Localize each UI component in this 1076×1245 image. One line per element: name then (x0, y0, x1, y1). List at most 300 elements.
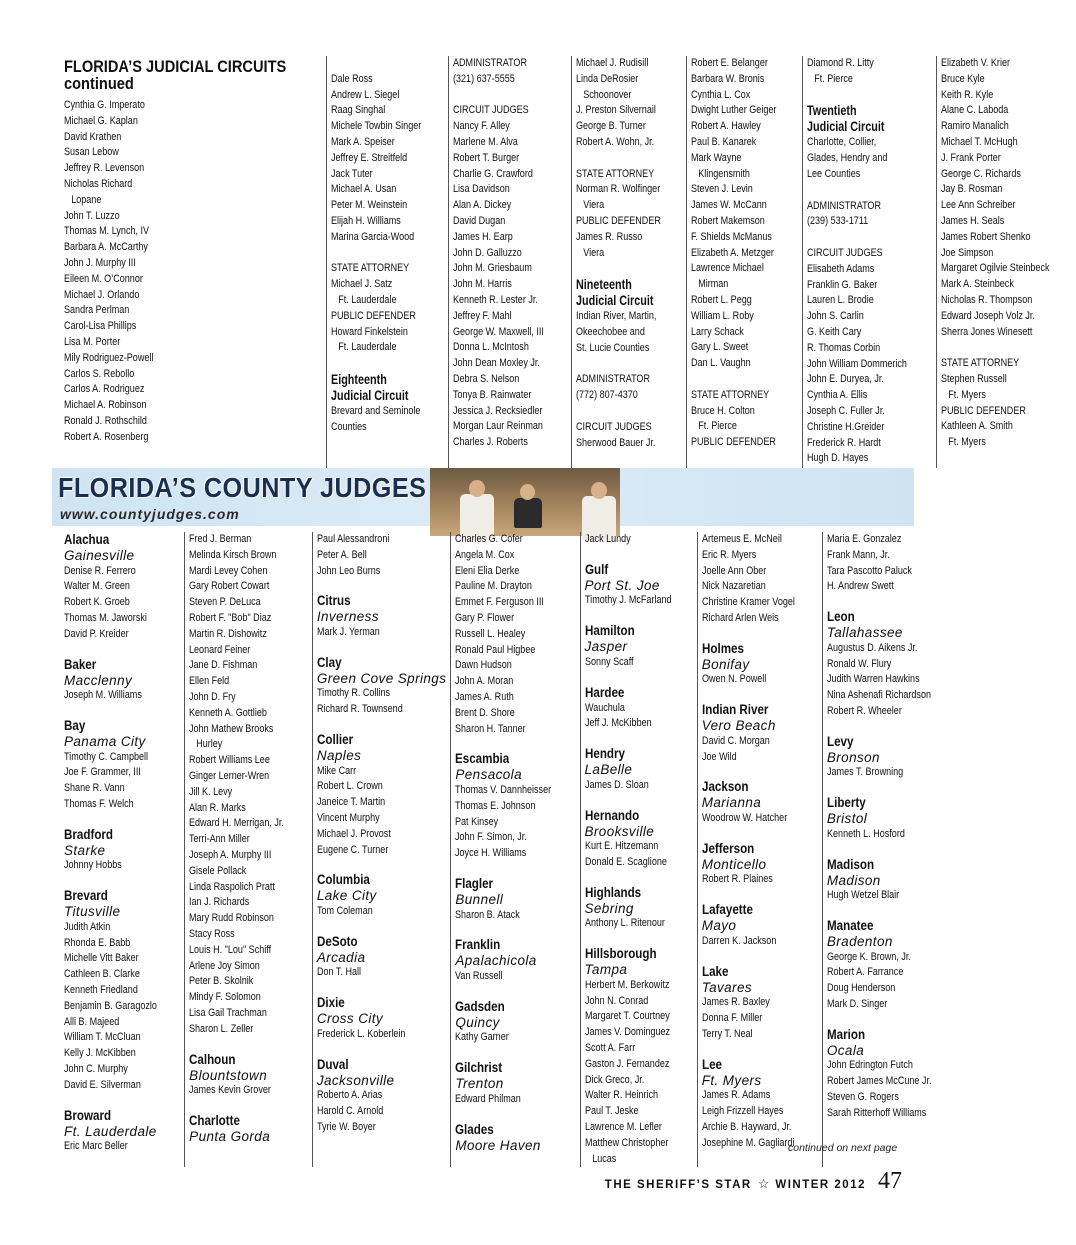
judge-name: John C. Murphy (64, 1062, 128, 1075)
judge-name: Robert Williams Lee (189, 754, 271, 767)
entry-line: James R. Russo (575, 230, 643, 243)
judge-name: Brent D. Shore (455, 706, 516, 719)
county-seat: Panama City (64, 733, 146, 749)
entry-line: John William Dommerich (806, 357, 907, 370)
judge-name: Judith Atkin (64, 920, 111, 933)
judge-name: Russell L. Healey (455, 627, 526, 640)
judge-name: Charles G. Cofer (455, 533, 524, 545)
entry-line: Jack Tuter (331, 167, 374, 180)
entry-line: Michael J. Satz (331, 278, 393, 291)
group-spacer (455, 862, 575, 876)
entry-line: Larry Schack (691, 325, 744, 338)
judge-name: Matthew Christopher (584, 1136, 668, 1149)
judge-name: James R. Adams (701, 1089, 770, 1102)
photo-head-right (591, 482, 607, 499)
photo-head-left (469, 480, 485, 497)
county-column-1 (60, 532, 180, 1167)
county-name: Indian River (701, 702, 769, 718)
entry-line: John E. Duryea, Jr. (806, 373, 884, 386)
judge-name-continued: Ft. Pierce (698, 420, 737, 433)
group-spacer (317, 641, 447, 655)
judge-name: Walter M. Green (64, 580, 130, 593)
section-label: STATE ATTORNEY (331, 262, 410, 275)
county-name: Lee (701, 1056, 722, 1072)
section-label: CIRCUIT JUDGES (575, 420, 652, 433)
entry-line: Glades, Hendry and (806, 152, 888, 165)
group-spacer (189, 1038, 308, 1052)
judge-name: Sharon L. Zeller (189, 1022, 254, 1035)
group-spacer (455, 1108, 575, 1122)
entry-line: John M. Harris (453, 278, 513, 291)
judge-name: Joelle Ann Ober (701, 564, 766, 577)
judge-name: Thomas F. Welch (64, 797, 134, 810)
entry-line: George W. Maxwell, III (453, 325, 545, 338)
judge-name: Don T. Hall (316, 966, 361, 979)
entry-line: Barbara A. McCarthy (64, 241, 148, 254)
county-name: Hillsborough (584, 946, 657, 962)
judge-name: Emmet F. Ferguson III (455, 596, 545, 609)
page-footer (605, 1168, 902, 1195)
judge-name: Stacy Ross (189, 927, 235, 940)
entry-line: Michael T. McHugh (940, 135, 1018, 148)
judge-name: Mary Rudd Robinson (189, 912, 275, 925)
judge-name: Paul Alessandroni (316, 533, 390, 545)
entry-line: Charlie G. Crawford (453, 167, 534, 180)
section-label: ADMINISTRATOR (453, 57, 528, 69)
judge-name: John A. Moran (455, 675, 514, 688)
judge-name: Dick Greco, Jr. (584, 1073, 644, 1086)
entry-line: Brevard and Seminole (331, 404, 421, 417)
entry-line: William L. Roby (691, 309, 754, 322)
circuit-heading: Eighteenth (331, 371, 388, 387)
group-spacer (702, 765, 818, 779)
entry-line: Elizabeth A. Metzger (691, 246, 774, 259)
entry-line: J. Preston Silvernail (575, 104, 656, 117)
courtroom-photo (430, 468, 620, 536)
judge-name: Robert K. Groeb (64, 596, 130, 609)
entry-line: Michael A. Robinson (64, 399, 147, 412)
judicial-column-6 (802, 56, 932, 468)
entry-line: (772) 807-4370 (575, 389, 638, 402)
county-name: Calhoun (189, 1051, 236, 1067)
section-label: PUBLIC DEFENDER (575, 214, 661, 227)
entry-line: Bruce Kyle (940, 72, 985, 85)
entry-line: James W. McCann (691, 199, 767, 212)
entry-line: Joseph C. Fuller Jr. (806, 404, 885, 417)
judge-name: Archie B. Hayward, Jr. (701, 1120, 792, 1133)
county-name: Madison (826, 856, 874, 872)
county-judges-title: FLORIDA’S COUNTY JUDGES (58, 472, 427, 503)
section-label: ADMINISTRATOR (575, 373, 650, 386)
county-seat: Bunnell (455, 891, 504, 907)
entry-line: Donna L. McIntosh (453, 341, 530, 354)
judge-name: Kathy Garner (455, 1031, 510, 1044)
county-name: Collier (316, 731, 353, 747)
judge-name: Sharon H. Tanner (455, 722, 527, 735)
entry-line: Nancy F. Alley (453, 120, 511, 133)
group-spacer (455, 985, 575, 999)
entry-line: Robert T. Burger (453, 151, 520, 164)
judge-name: Judith Warren Hawkins (826, 673, 920, 686)
county-seat: Gainesville (64, 548, 135, 563)
judge-name: James T. Browning (826, 766, 904, 779)
spacer (807, 230, 907, 246)
judge-name-continued: Viera (583, 199, 605, 212)
spacer (807, 88, 907, 104)
judge-name: George K. Brown, Jr. (826, 950, 911, 963)
entry-line: David Dugan (453, 214, 506, 227)
county-name: Gadsden (455, 998, 506, 1014)
judge-name: Jeff J. McKibben (584, 717, 652, 730)
group-spacer (585, 548, 693, 562)
county-name: Escambia (455, 751, 510, 767)
entry-line: (321) 637-5555 (453, 72, 516, 85)
judge-name: Kelly J. McKibben (64, 1047, 136, 1060)
county-name: Citrus (316, 593, 351, 609)
judge-name: Michelle Vitt Baker (64, 952, 139, 965)
county-name: Holmes (701, 640, 744, 656)
group-spacer (702, 688, 818, 702)
judge-name: Joe Wild (701, 750, 737, 763)
judge-name: Fred J. Berman (189, 533, 252, 545)
issue-season: WINTER 2012 (775, 1179, 866, 1191)
judge-name-continued: Lucas (591, 1152, 616, 1165)
group-spacer (827, 1013, 958, 1027)
group-spacer (64, 813, 180, 827)
county-name: Hamilton (584, 623, 635, 639)
judge-name: Frank Mann, Jr. (826, 548, 890, 561)
judge-name: David C. Morgan (701, 734, 770, 747)
entry-line: Marlene M. Alva (453, 135, 519, 148)
judge-name: Cathleen B. Clarke (64, 968, 140, 981)
judge-name: Peter B. Skolnik (189, 975, 254, 988)
entry-line: Charlotte, Collier, (806, 136, 877, 149)
entry-line: John D. Galluzzo (453, 246, 523, 259)
judge-name: Steven P. DeLuca (189, 596, 261, 609)
judge-name: Jane D. Fishman (189, 659, 258, 672)
spacer (691, 372, 776, 388)
judge-name: Roberto A. Arias (316, 1089, 383, 1102)
entry-line: Elijah H. Williams (331, 214, 402, 227)
judge-name: Leonard Feiner (189, 643, 251, 656)
county-seat: Monticello (701, 856, 767, 872)
judge-name-continued: Mirman (698, 278, 729, 291)
judge-name: Shane R. Vann (64, 782, 125, 795)
entry-line: Margaret Ogilvie Steinbeck (940, 262, 1050, 275)
county-name: Columbia (316, 872, 370, 888)
entry-line: R. Thomas Corbin (806, 341, 880, 354)
judge-name: Joyce H. Williams (455, 847, 527, 860)
county-seat: Jasper (584, 639, 628, 655)
group-spacer (702, 1043, 818, 1057)
judge-name: Hugh Wetzel Blair (826, 889, 900, 902)
judge-name: James Kevin Grover (189, 1084, 272, 1097)
group-spacer (317, 920, 447, 934)
county-name: Lake (701, 963, 729, 979)
group-spacer (585, 732, 693, 746)
judge-name: Darren K. Jackson (701, 934, 777, 947)
county-seat: Marianna (701, 795, 762, 811)
judge-name: H. Andrew Swett (826, 580, 894, 593)
county-column-7 (822, 532, 958, 1167)
judge-name: Gary P. Flower (455, 611, 515, 624)
judge-name: Pat Kinsey (455, 815, 499, 828)
entry-line: Jessica J. Recksiedler (453, 404, 543, 417)
entry-line: Robert E. Belanger (691, 57, 768, 69)
entry-line: Franklin G. Baker (806, 278, 878, 291)
judge-name: Thomas V. Dannheisser (455, 783, 552, 796)
spacer (331, 56, 421, 72)
entry-line: David Krathen (64, 130, 122, 143)
entry-line: (239) 533-1711 (806, 215, 868, 228)
county-name: Lafayette (701, 902, 753, 918)
group-spacer (827, 595, 958, 609)
publication-name: THE SHERIFF’S STAR (604, 1179, 752, 1191)
group-spacer (585, 932, 693, 946)
judge-name: Ginger Lerner-Wren (189, 769, 270, 782)
group-spacer (702, 950, 818, 964)
judge-name: Herbert M. Berkowitz (584, 978, 669, 991)
judge-name: James A. Ruth (455, 690, 515, 703)
entry-line: Mily Rodriguez-Powell (64, 351, 154, 364)
entry-line: John T. Luzzo (64, 209, 120, 222)
group-spacer (64, 643, 180, 657)
judge-name: Paul T. Jeske (584, 1105, 639, 1118)
spacer (453, 88, 544, 104)
judge-name: Sharon B. Atack (455, 908, 521, 921)
judge-name: Robert James McCune Jr. (826, 1075, 932, 1088)
county-name: Liberty (826, 795, 866, 811)
county-column-3 (312, 532, 447, 1167)
entry-line: Thomas M. Lynch, IV (64, 225, 150, 238)
entry-line: John M. Griesbaum (453, 262, 533, 275)
judge-name: Peter A. Bell (316, 548, 367, 561)
judicial-column-3 (448, 56, 567, 468)
judge-name: Maria E. Gonzalez (826, 533, 902, 545)
entry-line: John Dean Moxley Jr. (453, 357, 541, 370)
entry-line: St. Lucie Counties (575, 341, 650, 354)
judge-name: John F. Simon, Jr. (455, 831, 528, 844)
judge-name: Ellen Feld (189, 675, 230, 688)
entry-line: Sherra Jones Winesett (940, 325, 1033, 338)
entry-line: Stephen Russell (940, 372, 1007, 385)
judge-name: Donald E. Scaglione (584, 855, 667, 868)
judge-name: Sonny Scaff (584, 655, 634, 668)
judge-name-continued: Ft. Pierce (813, 72, 853, 85)
entry-line: Alan A. Dickey (453, 199, 512, 212)
county-name: Clay (316, 654, 342, 670)
county-name: Hardee (584, 684, 624, 700)
judge-name-continued: Lopane (71, 193, 102, 206)
judge-name-continued: Ft. Lauderdale (338, 341, 397, 354)
circuit-heading: Judicial Circuit (806, 119, 885, 135)
judge-name: Anthony L. Ritenour (584, 917, 665, 930)
spacer (576, 357, 661, 373)
group-spacer (317, 858, 447, 872)
section-label: PUBLIC DEFENDER (331, 309, 417, 322)
county-seat: Cross City (316, 1011, 384, 1027)
circuit-heading: Judicial Circuit (331, 387, 409, 403)
judge-name: Steven G. Rogers (826, 1090, 899, 1103)
judge-name: Joseph M. Williams (64, 689, 142, 702)
entry-line: Dale Ross (331, 72, 374, 85)
county-seat: Blountstown (189, 1067, 268, 1083)
entry-line: Lawrence Michael (691, 262, 764, 275)
spacer (807, 183, 907, 199)
judge-name: Arlene Joy Simon (189, 959, 261, 972)
entry-line: Howard Finkelstein (331, 325, 409, 338)
group-spacer (455, 923, 575, 937)
entry-line: John J. Murphy III (64, 256, 136, 269)
judge-name: Rhonda E. Babb (64, 936, 131, 949)
judge-name: Thomas M. Jaworski (64, 611, 147, 624)
judge-name: Artemeus E. McNeil (701, 533, 782, 545)
judge-name: Lisa Gail Trachman (189, 1006, 268, 1019)
judge-name: Jill K. Levy (189, 785, 233, 798)
judicial-circuits-section (60, 56, 1050, 468)
entry-line: Nicholas Richard (64, 177, 133, 190)
entry-line: Diamond R. Litty (806, 57, 874, 69)
entry-line: Linda DeRosier (575, 72, 639, 85)
circuit-heading: Judicial Circuit (575, 293, 654, 309)
judge-name: Donna F. Miller (701, 1011, 762, 1024)
judge-name: Robert R. Plaines (701, 873, 773, 886)
judge-name: Terri-Ann Miller (189, 833, 250, 846)
judicial-column-4 (571, 56, 682, 468)
judge-name-continued: Hurley (196, 738, 223, 751)
entry-line: Michael J. Orlando (64, 288, 140, 301)
county-seat: Inverness (316, 609, 379, 625)
entry-line: Robert A. Hawley (691, 120, 761, 133)
judge-name: Timothy R. Collins (316, 687, 390, 700)
entry-line: Mark A. Speiser (331, 135, 396, 148)
judge-name: Ronald Paul Higbee (455, 643, 536, 656)
judge-name: Sarah Ritterhoff Williams (826, 1106, 927, 1119)
section-label: PUBLIC DEFENDER (691, 436, 776, 449)
entry-line: Michael J. Rudisill (575, 57, 649, 69)
judge-name: David E. Silverman (64, 1078, 141, 1091)
judge-name: Ronald W. Flury (826, 657, 892, 670)
entry-line: Nicholas R. Thompson (940, 293, 1032, 306)
continued-note: continued on next page (788, 1142, 898, 1154)
judge-name: Gisele Pollack (189, 864, 247, 877)
section-label: STATE ATTORNEY (940, 357, 1019, 370)
entry-line: Michael A. Usan (331, 183, 397, 196)
group-spacer (827, 781, 958, 795)
county-seat: Titusville (64, 904, 121, 920)
section-label: PUBLIC DEFENDER (940, 404, 1026, 417)
county-name: Baker (64, 656, 97, 672)
judge-name: Pauline M. Drayton (455, 580, 533, 593)
photo-figure-center (514, 498, 542, 528)
entry-line: Indian River, Martin, (575, 310, 657, 323)
county-name: Dixie (316, 995, 345, 1011)
judge-name: Eric Marc Beller (64, 1140, 128, 1153)
county-seat: Tallahassee (826, 625, 903, 641)
county-name: Bradford (64, 826, 114, 842)
county-seat: LaBelle (584, 762, 633, 778)
judge-name: Angela M. Cox (455, 548, 515, 561)
county-seat: Bonifay (701, 656, 750, 672)
county-name: Highlands (584, 884, 641, 900)
entry-line: Okeechobee and (575, 325, 645, 338)
judge-name: John Edrington Futch (826, 1059, 913, 1072)
county-seat: Sebring (584, 900, 634, 916)
judge-name: Mike Carr (316, 764, 357, 777)
group-spacer (64, 1094, 180, 1108)
entry-line: Lisa M. Porter (64, 335, 121, 348)
judicial-circuits-subtitle: continued (64, 74, 134, 93)
judge-name: Denise R. Ferrero (64, 564, 136, 577)
county-seat: Brooksville (584, 823, 655, 839)
page-number: 47 (878, 1168, 902, 1194)
section-label: CIRCUIT JUDGES (806, 246, 883, 259)
section-label: ADMINISTRATOR (806, 199, 881, 212)
group-spacer (317, 981, 447, 995)
judge-name-continued: Ft. Myers (947, 388, 986, 401)
entry-line: Lisa Davidson (453, 183, 511, 196)
county-column-5 (580, 532, 693, 1167)
entry-line: Mark A. Steinbeck (940, 278, 1014, 291)
spacer (331, 356, 421, 372)
judge-name: Walter R. Heinrich (584, 1089, 658, 1102)
county-name: Hernando (584, 807, 639, 823)
judge-name: Richard Arlen Weis (701, 611, 779, 624)
entry-line: Counties (331, 420, 368, 433)
judge-name: Joe F. Grammer, III (64, 766, 141, 779)
county-seat: Moore Haven (455, 1137, 541, 1153)
entry-line: Ramiro Manalich (940, 120, 1009, 133)
county-seat: Lake City (316, 888, 377, 904)
entry-line: Tonya B. Rainwater (453, 388, 532, 401)
group-spacer (585, 794, 693, 808)
group-spacer (827, 904, 958, 918)
judge-name: Mark D. Singer (826, 997, 888, 1010)
judge-name: Scott A. Farr (584, 1041, 635, 1054)
county-judges-banner (52, 468, 914, 526)
judicial-column-7 (936, 56, 1076, 468)
entry-line: Alane C. Laboda (940, 104, 1009, 117)
entry-line: Keith R. Kyle (940, 88, 993, 101)
judge-name: Louis H. "Lou" Schiff (189, 943, 272, 956)
judge-name: John Mathew Brooks (189, 722, 274, 735)
group-spacer (702, 627, 818, 641)
county-seat: Naples (316, 747, 362, 763)
group-spacer (702, 888, 818, 902)
county-seat: Vero Beach (701, 718, 776, 734)
judge-name: Edward Philman (455, 1092, 522, 1105)
judge-name: Vincent Murphy (316, 811, 380, 824)
judicial-column-5 (686, 56, 798, 468)
judge-name: Eric R. Myers (701, 548, 756, 561)
county-name: Bay (64, 717, 86, 733)
county-name: Duval (316, 1056, 349, 1072)
group-spacer (827, 720, 958, 734)
entry-line: John S. Carlin (806, 310, 864, 323)
judge-name: Tyrie W. Boyer (316, 1120, 376, 1133)
judge-name: Robert R. Wheeler (826, 704, 902, 717)
county-name: Gilchrist (455, 1060, 503, 1076)
entry-line: Robert A. Rosenberg (64, 430, 149, 443)
group-spacer (317, 718, 447, 732)
entry-line: Jeffrey E. Streitfeld (331, 151, 408, 164)
entry-line: Cynthia G. Imperato (64, 99, 145, 111)
entry-line: Jeffrey R. Levenson (64, 162, 145, 175)
entry-line: Kathleen A. Smith (940, 420, 1013, 433)
county-name: Jefferson (701, 840, 754, 856)
entry-line: Sherwood Bauer Jr. (575, 436, 656, 449)
entry-line: Hugh D. Hayes (806, 452, 869, 465)
